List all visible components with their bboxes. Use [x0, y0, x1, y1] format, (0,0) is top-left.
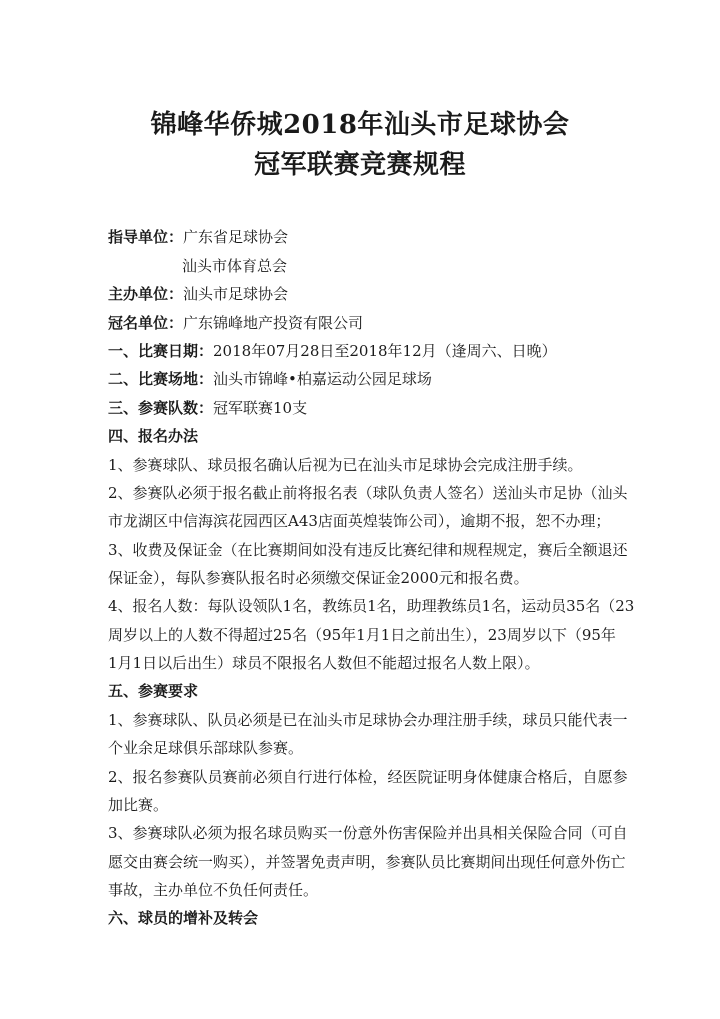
section-4-para-4-line-2: 周岁以上的人数不得超过25名（95年1月1日之前出生），23周岁以下（95年	[108, 626, 616, 644]
section-5-para-3-line-2: 愿交由赛会统一购买），并签署免责声明，参赛队员比赛期间出现任何意外伤亡	[108, 853, 626, 871]
section-5-para-1-line-2: 个业余足球俱乐部球队参赛。	[108, 739, 304, 757]
section-5-para-3-line-1: 3、参赛球队必须为报名球员购买一份意外伤害保险并出具相关保险合同（可自	[108, 824, 628, 842]
section-4-para-3-line-1: 3、收费及保证金（在比赛期间如没有违反比赛纪律和规程规定，赛后全额退还	[108, 541, 628, 559]
section-1-label: 一、比赛日期：	[108, 342, 214, 360]
host-label: 主办单位：	[108, 285, 184, 303]
guide-unit-2: 汕头市体育总会	[182, 257, 288, 275]
section-4-para-4-line-3: 1月1日以后出生）球员不限报名人数但不能超过报名人数上限）。	[108, 654, 540, 672]
section-2-label: 二、比赛场地：	[108, 370, 214, 388]
section-4-para-3-line-2: 保证金），每队参赛队报名时必须缴交保证金2000元和报名费。	[108, 569, 529, 587]
section-3-team-count	[108, 398, 628, 418]
guide-label: 指导单位：	[108, 228, 184, 246]
section-3-value: 冠军联赛10支	[213, 399, 308, 417]
host-unit: 汕头市足球协会	[183, 285, 289, 303]
section-3-label: 三、参赛队数：	[108, 399, 214, 417]
host-unit-row	[108, 284, 628, 304]
section-5-para-3-line-3: 事故，主办单位不负任何责任。	[108, 881, 319, 899]
guide-unit-1: 广东省足球协会	[183, 228, 289, 246]
section-1-value: 2018年07月28日至2018年12月（逢周六、日晚）	[213, 342, 557, 360]
section-1-match-dates	[108, 341, 628, 361]
section-2-venue	[108, 369, 628, 389]
document-title-line-2: 冠军联赛竞赛规程	[253, 150, 466, 180]
section-4-para-4-line-1: 4、报名人数：每队设领队1名，教练员1名，助理教练员1名，运动员35名（23	[108, 597, 635, 615]
section-5-para-2-line-2: 加比赛。	[108, 796, 169, 814]
section-4-para-2-line-1: 2、参赛队必须于报名截止前将报名表（球队负责人签名）送汕头市足协（汕头	[108, 484, 628, 502]
section-2-value: 汕头市锦峰•柏嘉运动公园足球场	[213, 370, 432, 388]
section-5-para-2-line-1: 2、报名参赛队员赛前必须自行进行体检，经医院证明身体健康合格后，自愿参	[108, 768, 628, 786]
title-sponsor-label: 冠名单位：	[108, 314, 184, 332]
section-5-heading: 五、参赛要求	[108, 682, 199, 700]
section-6-heading: 六、球员的增补及转会	[108, 909, 259, 927]
section-4-heading: 四、报名办法	[108, 427, 199, 445]
section-5-para-1-line-1: 1、参赛球队、队员必须是已在汕头市足球协会办理注册手续，球员只能代表一	[108, 711, 628, 729]
guide-unit-row	[108, 227, 628, 247]
title-sponsor-row	[108, 313, 628, 333]
document-title-line-1: 锦峰华侨城2018年汕头市足球协会	[150, 110, 570, 140]
title-sponsor-unit: 广东锦峰地产投资有限公司	[183, 314, 364, 332]
section-4-para-2-line-2: 市龙湖区中信海滨花园西区A43店面英煌装饰公司），逾期不报，恕不办理；	[108, 512, 611, 530]
section-4-para-1-line-1: 1、参赛球队、球员报名确认后视为已在汕头市足球协会完成注册手续。	[108, 456, 583, 474]
